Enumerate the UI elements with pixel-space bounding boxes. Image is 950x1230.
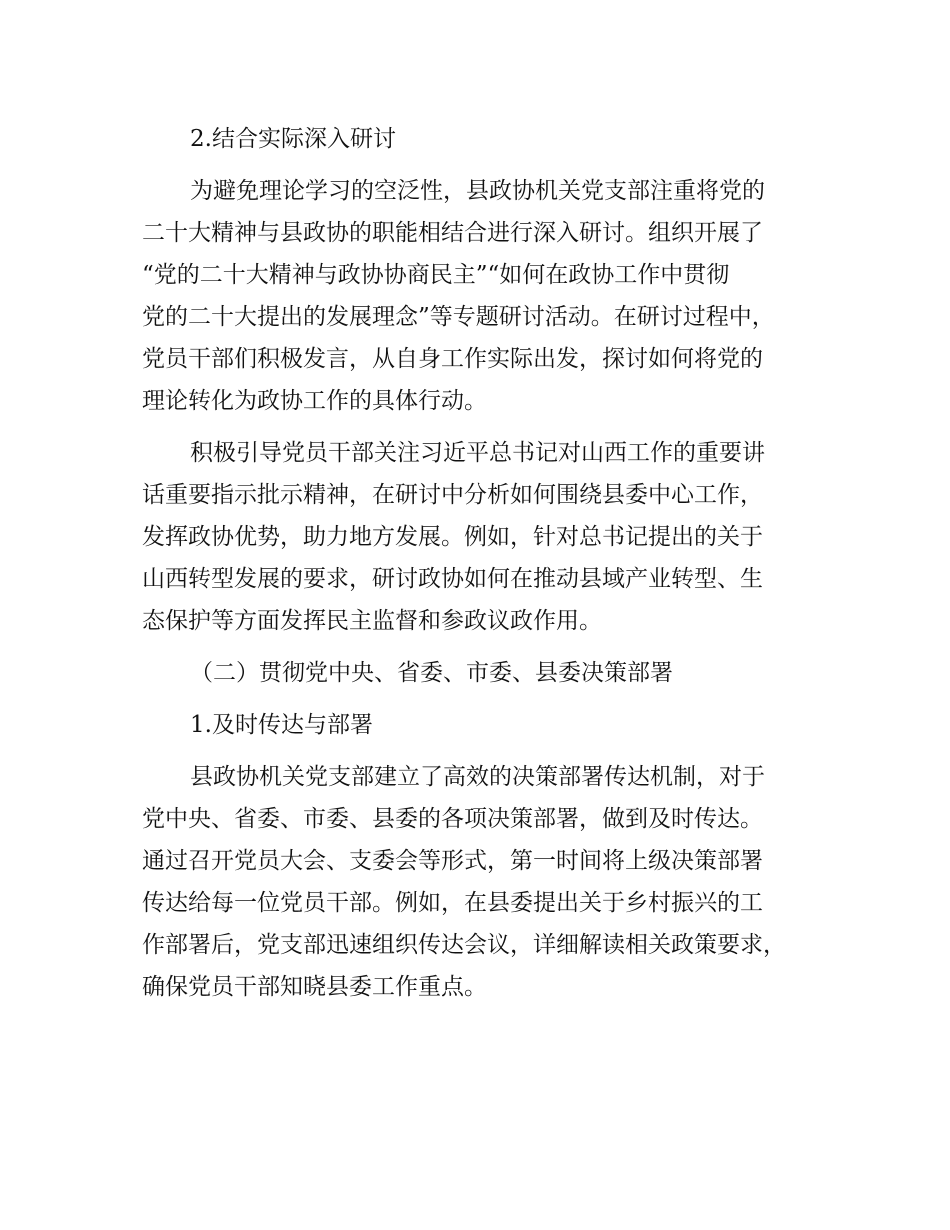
text-line: 确保党员干部知晓县委工作重点。 [142, 974, 487, 1000]
paragraph-timely-communication [142, 756, 822, 1008]
text-line: 传达给每一位党员干部。例如，在县委提出关于乡村振兴的工 [142, 890, 763, 916]
part-heading-2: （二）贯彻党中央、省委、市委、县委决策部署 [190, 660, 673, 686]
document-body [142, 118, 822, 1018]
text-line: 党的二十大提出的发展理念”等专题研讨活动。在研讨过程中， [142, 304, 775, 330]
section-heading-1: 1.及时传达与部署 [190, 712, 373, 738]
text-line: 二十大精神与县政协的职能相结合进行深入研讨。组织开展了 [142, 220, 763, 246]
paragraph-study-discussion [142, 170, 822, 422]
section-heading-2: 2.结合实际深入研讨 [190, 126, 396, 152]
text-line: 为避免理论学习的空泛性，县政协机关党支部注重将党的 [190, 178, 765, 204]
text-line: 作部署后，党支部迅速组织传达会议，详细解读相关政策要求， [142, 932, 786, 958]
text-line: 山西转型发展的要求，研讨政协如何在推动县域产业转型、生 [142, 566, 763, 592]
paragraph-shanxi-guidance [142, 432, 822, 642]
text-line: 理论转化为政协工作的具体行动。 [142, 388, 487, 414]
text-line: 党员干部们积极发言，从自身工作实际出发，探讨如何将党的 [142, 346, 763, 372]
text-line: 积极引导党员干部关注习近平总书记对山西工作的重要讲 [190, 440, 765, 466]
text-line: 通过召开党员大会、支委会等形式，第一时间将上级决策部署 [142, 848, 763, 874]
text-line: 态保护等方面发挥民主监督和参政议政作用。 [142, 608, 602, 634]
text-line: 党中央、省委、市委、县委的各项决策部署，做到及时传达。 [142, 806, 763, 832]
text-line: 县政协机关党支部建立了高效的决策部署传达机制，对于 [190, 764, 765, 790]
text-line: “党的二十大精神与政协协商民主”“如何在政协工作中贯彻 [142, 262, 730, 288]
text-line: 话重要指示批示精神，在研讨中分析如何围绕县委中心工作， [142, 482, 763, 508]
text-line: 发挥政协优势，助力地方发展。例如，针对总书记提出的关于 [142, 524, 763, 550]
